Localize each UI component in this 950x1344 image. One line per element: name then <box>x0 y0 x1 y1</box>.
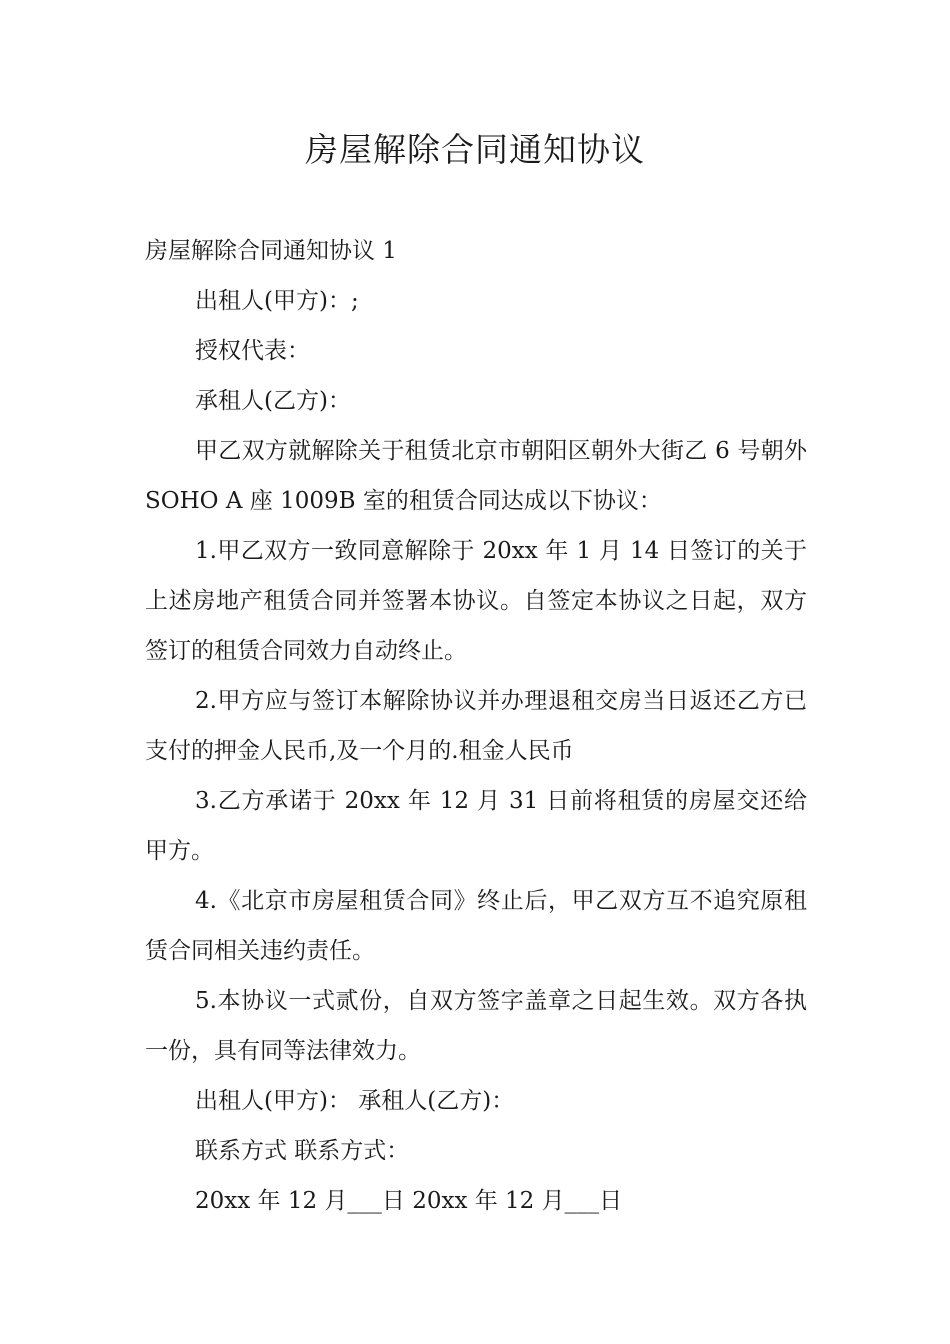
paragraph-subtitle: 房屋解除合同通知协议 1 <box>145 238 397 264</box>
document-title: 房屋解除合同通知协议 <box>305 130 645 169</box>
paragraph-dates: 20xx 年 12 月___日 20xx 年 12 月___日 <box>195 1188 623 1214</box>
paragraph-signatures: 出租人(甲方)： 承租人(乙方)： <box>195 1088 515 1114</box>
paragraph-intro: 甲乙双方就解除关于租赁北京市朝阳区朝外大街乙 6 号朝外 SOHO A 座 1009B 室的租赁合同达成以下协议： <box>145 438 807 514</box>
paragraph-contacts: 联系方式 联系方式： <box>195 1138 410 1164</box>
paragraph-lessor: 出租人(甲方)：; <box>195 288 359 314</box>
paragraph-clause-3: 3.乙方承诺于 20xx 年 12 月 31 日前将租赁的房屋交还给甲方。 <box>145 788 807 864</box>
paragraph-clause-5: 5.本协议一式贰份，自双方签字盖章之日起生效。双方各执一份，具有同等法律效力。 <box>145 988 807 1064</box>
paragraph-clause-1: 1.甲乙双方一致同意解除于 20xx 年 1 月 14 日签订的关于上述房地产租赁合同并签署本协议。自签定本协议之日起，双方签订的租赁合同效力自动终止。 <box>145 538 807 664</box>
paragraph-clause-2: 2.甲方应与签订本解除协议并办理退租交房当日返还乙方已支付的押金人民币,及一个月的.租金人民币 <box>145 688 807 764</box>
paragraph-authorized-rep: 授权代表： <box>195 338 310 364</box>
paragraph-lessee: 承租人(乙方)： <box>195 388 351 414</box>
paragraph-clause-4: 4.《北京市房屋租赁合同》终止后，甲乙双方互不追究原租赁合同相关违约责任。 <box>145 888 807 964</box>
document-body <box>145 226 807 1226</box>
